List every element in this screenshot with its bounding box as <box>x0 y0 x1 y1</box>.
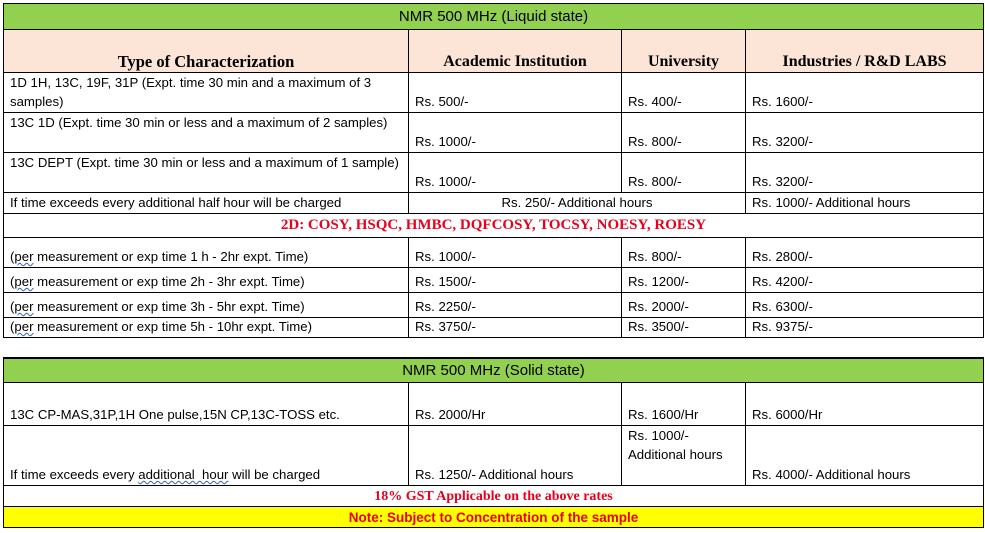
row-industry: Rs. 6000/Hr <box>746 383 984 426</box>
row-academic: Rs. 3750/- <box>409 318 622 338</box>
row-type: 13C DEPT (Expt. time 30 min or less and a maximum of 1 sample) <box>3 153 409 193</box>
row-university: Rs. 2000/- <box>622 293 746 318</box>
row-type-text: measurement or exp time 2h - 3hr expt. Time) <box>33 274 305 289</box>
row-type: 1D 1H, 13C, 19F, 31P (Expt. time 30 min and a maximum of 3 samples) <box>3 73 409 113</box>
header-university: University <box>622 30 746 73</box>
row-type: If time exceeds every additional half hour will be charged <box>3 193 409 214</box>
spacer-row <box>3 338 984 358</box>
row-type-c: will be charged <box>228 467 321 482</box>
row-type-text: measurement or exp time 1 h - 2hr expt. Time) <box>33 249 309 264</box>
row-type-prefix: per <box>14 274 34 289</box>
footer-row <box>3 507 984 528</box>
row-type <box>3 426 409 486</box>
row-type-text: measurement or exp time 3h - 5hr expt. Time) <box>33 299 305 314</box>
header-industries: Industries / R&D LABS <box>746 30 984 73</box>
twod-title-row <box>3 214 984 238</box>
row-academic: Rs. 1500/- <box>409 268 622 293</box>
table-row <box>3 73 984 113</box>
solid-title-row <box>3 358 984 383</box>
row-university: Rs. 1600/Hr <box>622 383 746 426</box>
row-type-a: If time exceeds every <box>10 467 139 482</box>
row-industry: Rs. 4200/- <box>746 268 984 293</box>
row-industry: Rs. 9375/- <box>746 318 984 338</box>
row-type-b: additional hour <box>138 467 229 482</box>
row-academic: Rs. 1000/- <box>409 113 622 153</box>
row-type: (per measurement or exp time 5h - 10hr expt. Time) <box>3 318 409 338</box>
row-industry: Rs. 3200/- <box>746 153 984 193</box>
row-industry: Rs. 3200/- <box>746 113 984 153</box>
row-type: 13C CP-MAS,31P,1H One pulse,15N CP,13C-TOSS etc. <box>3 383 409 426</box>
row-type: (per measurement or exp time 1 h - 2hr expt. Time) <box>3 238 409 268</box>
row-academic: Rs. 1000/- <box>409 238 622 268</box>
row-type-prefix: per <box>14 319 34 334</box>
table-row <box>3 293 984 318</box>
row-industry: Rs. 6300/- <box>746 293 984 318</box>
gst-row <box>3 486 984 507</box>
row-type: (per measurement or exp time 3h - 5hr expt. Time) <box>3 293 409 318</box>
header-type: Type of Characterization <box>3 30 409 73</box>
row-industry: Rs. 2800/- <box>746 238 984 268</box>
row-academic: Rs. 500/- <box>409 73 622 113</box>
table-row <box>3 268 984 293</box>
row-industry: Rs. 4000/- Additional hours <box>746 426 984 486</box>
table-row <box>3 383 984 426</box>
header-academic: Academic Institution <box>409 30 622 73</box>
row-type-text: measurement or exp time 5h - 10hr expt. Time) <box>33 319 312 334</box>
row-university: Rs. 800/- <box>622 153 746 193</box>
row-type-prefix: per <box>14 299 34 314</box>
row-university: Rs. 400/- <box>622 73 746 113</box>
row-academic: Rs. 1250/- Additional hours <box>409 426 622 486</box>
row-academic: Rs. 2000/Hr <box>409 383 622 426</box>
row-university: Rs. 3500/- <box>622 318 746 338</box>
row-type: 13C 1D (Expt. time 30 min or less and a maximum of 2 samples) <box>3 113 409 153</box>
footer-note: Note: Subject to Concentration of the sample <box>3 507 984 528</box>
gst-note: 18% GST Applicable on the above rates <box>3 486 984 507</box>
row-academic-university: Rs. 250/- Additional hours <box>409 193 746 214</box>
row-university: Rs. 800/- <box>622 113 746 153</box>
table-row <box>3 318 984 338</box>
row-university: Rs. 1200/- <box>622 268 746 293</box>
solid-title: NMR 500 MHz (Solid state) <box>3 358 984 383</box>
row-type-prefix: per <box>14 249 34 264</box>
table-row <box>3 426 984 486</box>
row-industry: Rs. 1600/- <box>746 73 984 113</box>
row-type: (per measurement or exp time 2h - 3hr expt. Time) <box>3 268 409 293</box>
header-row <box>3 30 984 73</box>
table-row <box>3 153 984 193</box>
row-academic: Rs. 2250/- <box>409 293 622 318</box>
row-industry: Rs. 1000/- Additional hours <box>746 193 984 214</box>
spacer <box>3 338 984 358</box>
table-row <box>3 238 984 268</box>
row-university: Rs. 800/- <box>622 238 746 268</box>
table-row <box>3 113 984 153</box>
twod-title: 2D: COSY, HSQC, HMBC, DQFCOSY, TOCSY, NOESY, ROESY <box>3 214 984 238</box>
table-row <box>3 193 984 214</box>
liquid-title-row <box>3 3 984 30</box>
row-university: Rs. 1000/- Additional hours <box>622 426 746 486</box>
liquid-title: NMR 500 MHz (Liquid state) <box>3 3 984 30</box>
row-academic: Rs. 1000/- <box>409 153 622 193</box>
